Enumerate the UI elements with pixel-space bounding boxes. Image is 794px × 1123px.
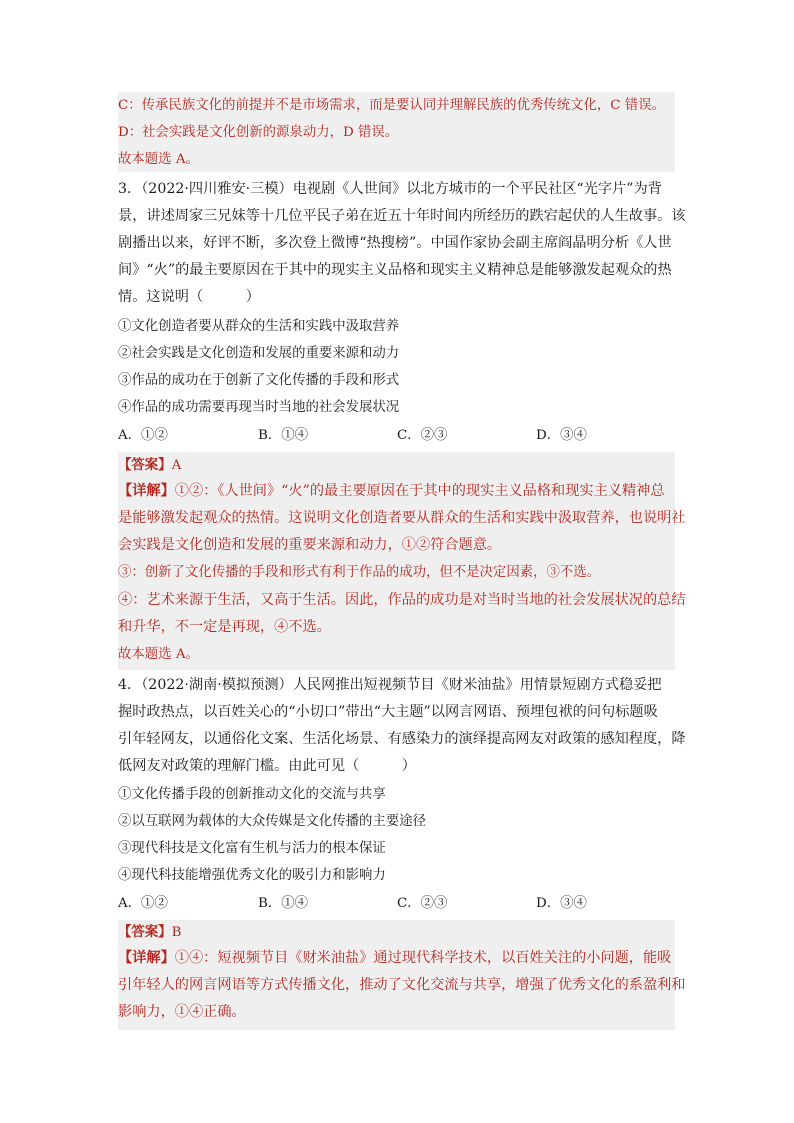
- answer-conclusion: 故本题选 A。: [118, 152, 199, 167]
- option-b: B．①④: [258, 428, 309, 443]
- answer-line: [118, 456, 181, 475]
- detail-line: 会实践是文化创造和发展的重要来源和动力，①②符合题意。: [118, 537, 502, 553]
- explanation-line-c: C：传承民族文化的前提并不是市场需求，而是要认同并理解民族的优秀传统文化，C 错误。: [118, 98, 665, 113]
- answer-line: [118, 923, 181, 942]
- detail-tag: 【详解】: [118, 483, 175, 499]
- detail-q3: [118, 478, 686, 559]
- option-c: C．②③: [397, 896, 448, 911]
- stem-line: 情。这说明（ ）: [118, 289, 260, 305]
- question-4-stem: [118, 672, 686, 780]
- stem-line: 3．（2022·四川雅安·三模）电视剧《人世间》以北方城市的一个平民社区“光字片”为背: [118, 181, 662, 197]
- statement-4: ④作品的成功需要再现当时当地的社会发展状况: [118, 400, 400, 415]
- detail-line: 引年轻人的网言网语等方式传播文化，推动了文化交流与共享，增强了优秀文化的系盈利和: [118, 977, 686, 993]
- detail-line: 是能够激发起观众的热情。这说明文化创造者要从群众的生活和实践中汲取营养，也说明社: [118, 510, 686, 526]
- detail-line: 影响力，①④正确。: [118, 1004, 246, 1020]
- stem-line: 引年轻网友，以通俗化文案、生活化场景、有感染力的演绎提高网友对政策的感知程度，降: [118, 731, 686, 747]
- stem-line: 握时政热点，以百姓关心的“小切口”带出“大主题”以网言网语、预埋包袱的问句标题吸: [118, 704, 658, 720]
- detail-note-3: ③：创新了文化传播的手段和形式有利于作品的成功，但不是决定因素，③不选。: [118, 565, 601, 580]
- detail-line: 【详解】①④：短视频节目《财米油盐》通过现代科学技术，以百姓关注的小问题，能吸: [118, 950, 672, 966]
- answer-value: A: [171, 458, 182, 473]
- statement-3: ③作品的成功在于创新了文化传播的手段和形式: [118, 373, 400, 388]
- stem-line: 4．（2022·湖南·模拟预测）人民网推出短视频节目《财米油盐》用情景短剧方式稳妥把: [118, 677, 662, 693]
- option-d: D．③④: [536, 428, 587, 443]
- option-a: A．①②: [118, 896, 168, 911]
- statement-3: ③现代科技是文化富有生机与活力的根本保证: [118, 841, 386, 856]
- answer-tag: 【答案】: [118, 457, 172, 473]
- explanation-line-d: D：社会实践是文化创新的源泉动力，D 错误。: [118, 125, 399, 140]
- detail-q4: [118, 945, 686, 1026]
- option-c: C．②③: [397, 428, 448, 443]
- question-3-stem: [118, 176, 686, 311]
- answer-value: B: [171, 925, 182, 940]
- option-b: B．①④: [258, 896, 309, 911]
- statement-1: ①文化创造者要从群众的生活和实践中汲取营养: [118, 319, 400, 334]
- statement-2: ②社会实践是文化创造和发展的重要来源和动力: [118, 346, 400, 361]
- stem-line: 景，讲述周家三兄妹等十几位平民子弟在近五十年时间内所经历的跌宕起伏的人生故事。该: [118, 208, 686, 224]
- detail-line: 和升华，不一定是再现，④不选。: [118, 619, 331, 635]
- stem-line: 剧播出以来，好评不断，多次登上微博“热搜榜”。中国作家协会副主席阎晶明分析《人世: [118, 235, 672, 251]
- detail-line: ④：艺术来源于生活，又高于生活。因此，作品的成功是对当时当地的社会发展状况的总结: [118, 592, 686, 608]
- statement-4: ④现代科技能增强优秀文化的吸引力和影响力: [118, 868, 386, 883]
- stem-line: 间》“火”的最主要原因在于其中的现实主义品格和现实主义精神总是能够激发起观众的热: [118, 262, 672, 278]
- detail-line: 【详解】①②：《人世间》“火”的最主要原因在于其中的现实主义品格和现实主义精神总: [118, 483, 665, 499]
- statement-2: ②以互联网为载体的大众传媒是文化传播的主要途径: [118, 814, 426, 829]
- answer-tag: 【答案】: [118, 924, 172, 940]
- option-d: D．③④: [536, 896, 587, 911]
- detail-tag: 【详解】: [118, 950, 175, 966]
- detail-note-4: [118, 587, 686, 641]
- answer-conclusion: 故本题选 A。: [118, 647, 199, 662]
- statement-1: ①文化传播手段的创新推动文化的交流与共享: [118, 787, 386, 802]
- stem-line: 低网友对政策的理解门槛。由此可见（ ）: [118, 758, 416, 774]
- option-a: A．①②: [118, 428, 168, 443]
